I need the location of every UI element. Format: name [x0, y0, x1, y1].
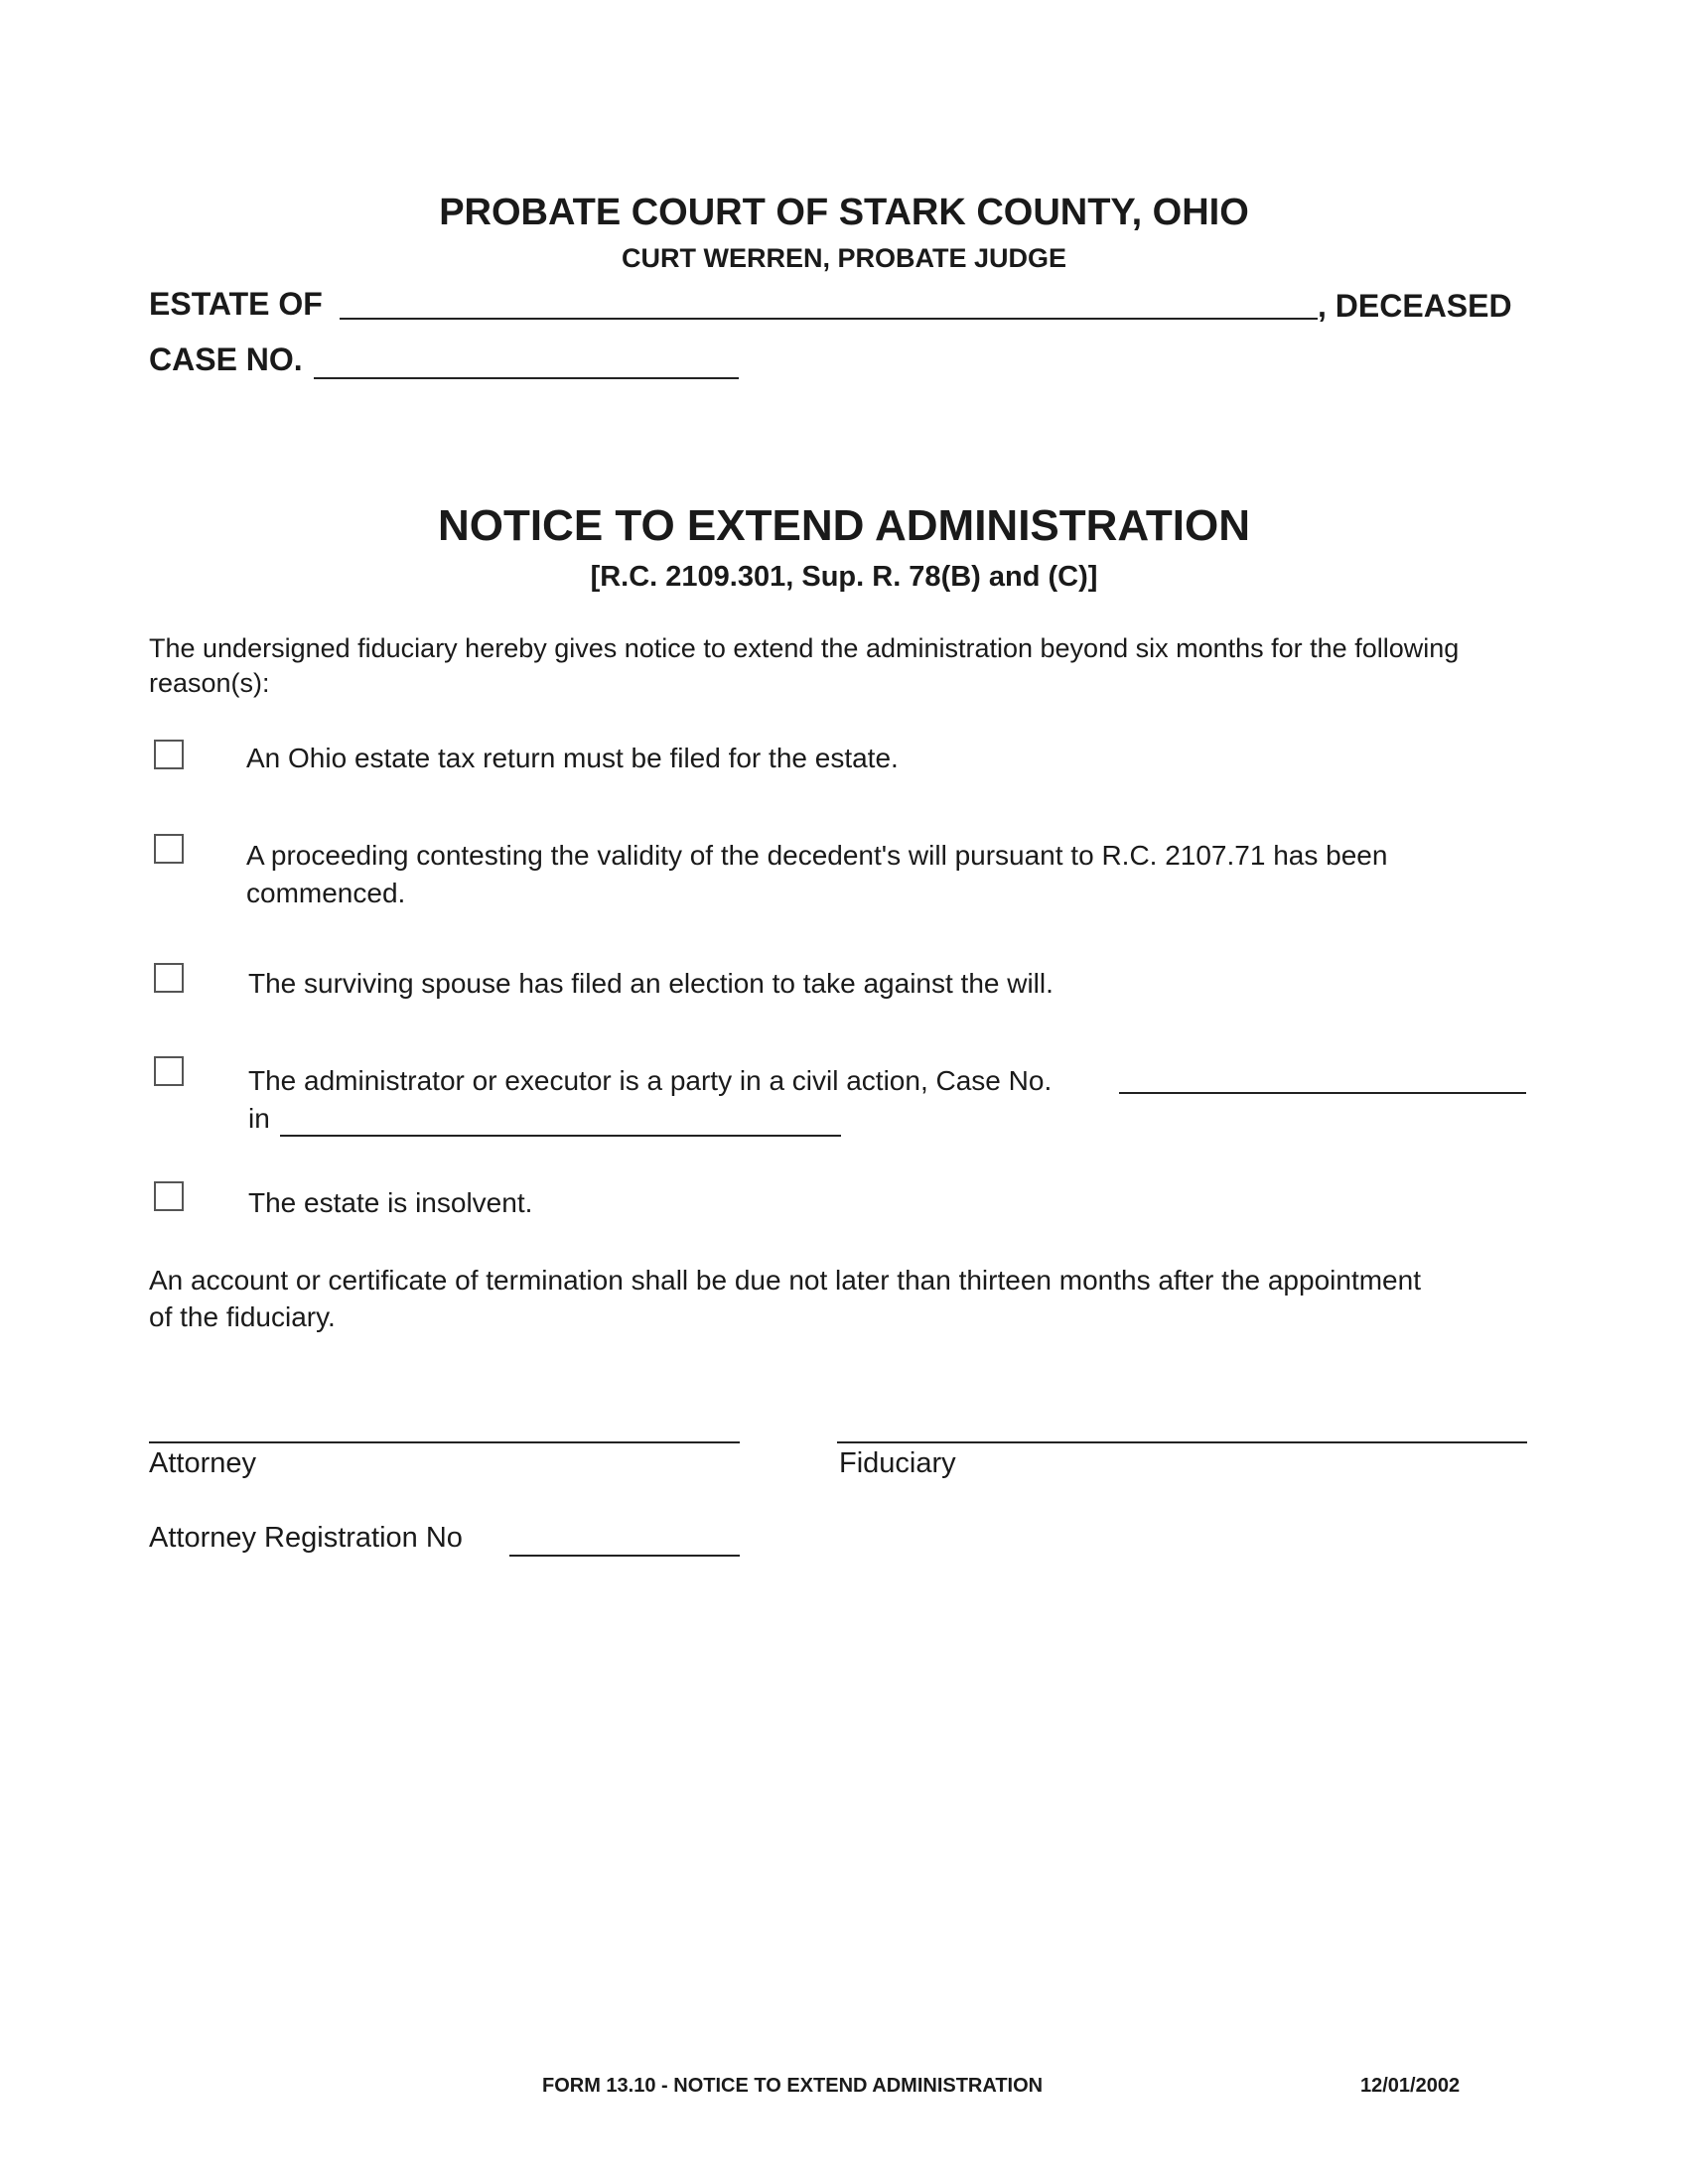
page-title: NOTICE TO EXTEND ADMINISTRATION	[437, 501, 1251, 550]
footer-date: 12/01/2002	[1360, 2075, 1461, 2097]
termination-line-1: An account or certificate of termination shall be due not later than thirteen months after the appointment	[149, 1265, 1421, 1296]
fiduciary-label: Fiduciary	[839, 1447, 956, 1479]
reason-2-text-line-2: commenced.	[246, 878, 406, 908]
reason-2-checkbox[interactable]	[154, 834, 184, 864]
reason-2-text-line-1: A proceeding contesting the validity of the decedent's will pursuant to R.C. 2107.71 has been	[246, 840, 1388, 871]
citation: [R.C. 2109.301, Sup. R. 78(B) and (C)]	[590, 561, 1098, 593]
intro-line-2: reason(s):	[149, 668, 270, 698]
case-no-field[interactable]	[314, 377, 739, 379]
estate-of-label: ESTATE OF	[149, 286, 323, 322]
attorney-signature-field[interactable]	[149, 1441, 740, 1443]
intro-line-1: The undersigned fiduciary hereby gives notice to extend the administration beyond six months for the following	[149, 633, 1460, 663]
reason-1-text: An Ohio estate tax return must be filed for the estate.	[246, 743, 899, 773]
reason-5-checkbox[interactable]	[154, 1181, 184, 1211]
reason-3-checkbox[interactable]	[154, 963, 184, 993]
reason-4-checkbox[interactable]	[154, 1056, 184, 1086]
case-no-label: CASE NO.	[149, 341, 303, 377]
reason-4-text-line-1: The administrator or executor is a party in a civil action, Case No.	[248, 1065, 1053, 1096]
reason-4-text-line-2: in	[248, 1103, 270, 1134]
termination-line-2: of the fiduciary.	[149, 1301, 336, 1332]
deceased-label: , DECEASED	[1318, 288, 1512, 324]
fiduciary-signature-field[interactable]	[837, 1441, 1527, 1443]
reason-5-text: The estate is insolvent.	[248, 1187, 533, 1218]
judge-name: CURT WERREN, PROBATE JUDGE	[621, 243, 1067, 273]
court-title: PROBATE COURT OF STARK COUNTY, OHIO	[439, 192, 1249, 233]
attorney-label: Attorney	[149, 1447, 256, 1479]
civil-court-field[interactable]	[280, 1135, 841, 1137]
registration-no-field[interactable]	[509, 1555, 740, 1557]
civil-case-no-field[interactable]	[1119, 1092, 1526, 1094]
reason-1-checkbox[interactable]	[154, 740, 184, 769]
registration-label: Attorney Registration No	[149, 1522, 463, 1554]
footer-form-label: FORM 13.10 - NOTICE TO EXTEND ADMINISTRATION	[542, 2075, 1044, 2097]
reason-3-text: The surviving spouse has filed an election to take against the will.	[248, 968, 1054, 999]
estate-name-field[interactable]	[340, 318, 1318, 320]
